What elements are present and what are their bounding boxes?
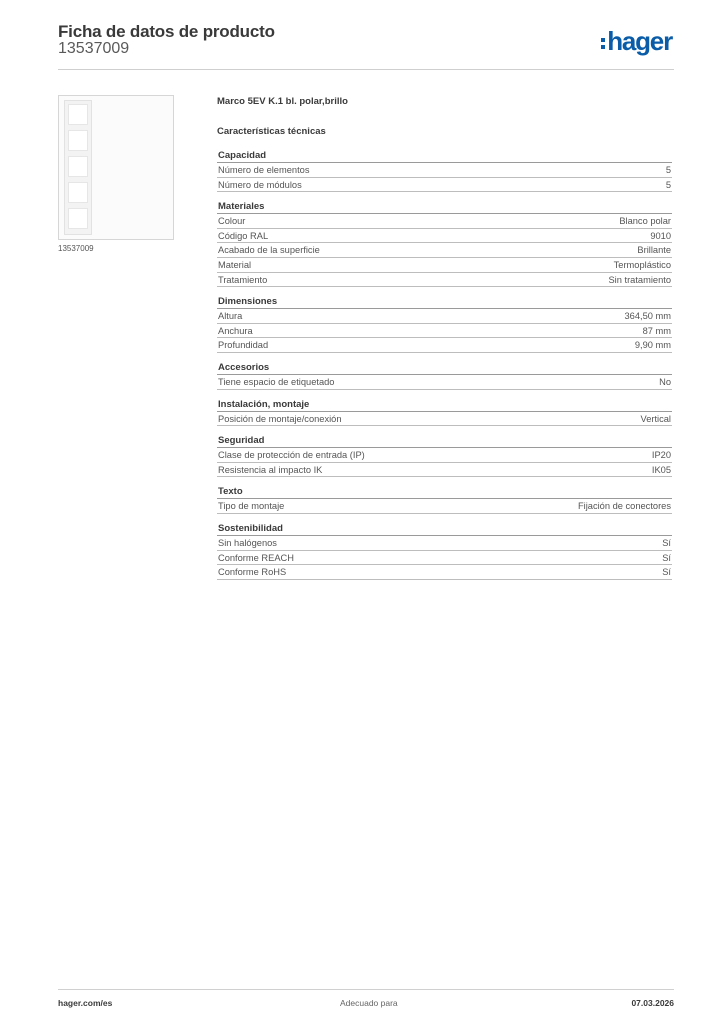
section-title: Sostenibilidad: [217, 522, 672, 536]
spec-value: 5: [665, 179, 671, 190]
spec-sections: [217, 149, 672, 580]
spec-label: Resistencia al impacto IK: [218, 464, 323, 475]
spec-label: Colour: [218, 216, 246, 227]
spec-row: [217, 565, 672, 580]
spec-row: [217, 243, 672, 258]
spec-label: Número de elementos: [218, 165, 310, 175]
frame-slot: [68, 182, 88, 203]
spec-value: Sin tratamiento: [608, 274, 671, 285]
section-title: Instalación, montaje: [217, 398, 672, 412]
spec-section: [217, 149, 672, 192]
spec-label: Posición de montaje/conexión: [218, 413, 342, 424]
footer-website[interactable]: hager.com/es: [58, 998, 113, 1008]
spec-value: 9010: [650, 230, 671, 241]
spec-row: [217, 324, 672, 339]
spec-label: Tipo de montaje: [218, 501, 285, 512]
spec-value: 87 mm: [642, 325, 671, 336]
spec-row: [217, 375, 672, 390]
spec-label: Tiene espacio de etiquetado: [218, 376, 335, 387]
spec-value: Blanco polar: [619, 216, 671, 227]
spec-label: Acabado de la superficie: [218, 245, 320, 256]
page-footer: [58, 989, 674, 1008]
image-caption: 13537009: [58, 244, 94, 253]
spec-value: Sí: [662, 552, 671, 563]
spec-value: Vertical: [640, 413, 671, 424]
spec-section: [217, 361, 672, 390]
spec-row: [217, 463, 672, 478]
spec-value: Sí: [662, 567, 671, 578]
spec-value: Termoplástico: [613, 259, 671, 270]
spec-section: [217, 485, 672, 514]
frame-slot: [68, 130, 88, 151]
spec-section: [217, 434, 672, 477]
footer-center-text: Adecuado para: [340, 998, 398, 1008]
section-title: Texto: [217, 485, 672, 499]
section-title: Capacidad: [217, 149, 672, 163]
spec-row: [217, 536, 672, 551]
spec-value: 9,90 mm: [634, 340, 671, 351]
spec-section: [217, 200, 672, 287]
spec-value: IP20: [651, 450, 671, 461]
spec-label: Sin halógenos: [218, 537, 277, 548]
spec-label: Altura: [218, 311, 243, 322]
spec-row: [217, 163, 672, 178]
section-title: Seguridad: [217, 434, 672, 448]
hager-logo: [601, 28, 672, 54]
spec-section: [217, 398, 672, 427]
spec-section: [217, 295, 672, 353]
page-title: Ficha de datos de producto: [58, 22, 275, 41]
spec-value: 5: [665, 165, 671, 175]
spec-row: [217, 448, 672, 463]
spec-row: [217, 273, 672, 288]
spec-row: [217, 258, 672, 273]
spec-value: Brillante: [637, 245, 671, 256]
spec-value: Sí: [662, 537, 671, 548]
frame-slot: [68, 208, 88, 229]
spec-row: [217, 178, 672, 193]
spec-value: 364,50 mm: [624, 311, 671, 322]
logo-dots-icon: [601, 38, 605, 49]
spec-label: Código RAL: [218, 230, 269, 241]
spec-label: Tratamiento: [218, 274, 268, 285]
product-image: [58, 95, 174, 240]
spec-row: [217, 551, 672, 566]
spec-label: Número de módulos: [218, 179, 302, 190]
spec-section: [217, 522, 672, 580]
section-title: Accesorios: [217, 361, 672, 375]
spec-value: No: [659, 376, 671, 387]
spec-row: [217, 229, 672, 244]
spec-label: Anchura: [218, 325, 253, 336]
spec-row: [217, 499, 672, 514]
spec-value: IK05: [651, 464, 671, 475]
frame-slot: [68, 156, 88, 177]
footer-date: 07.03.2026: [631, 998, 674, 1008]
frame-illustration: [64, 100, 92, 235]
product-name: Marco 5EV K.1 bl. polar,brillo: [217, 96, 348, 107]
spec-row: [217, 309, 672, 324]
section-title: Dimensiones: [217, 295, 672, 309]
product-number: 13537009: [58, 40, 130, 57]
section-title: Materiales: [217, 200, 672, 214]
spec-content: [217, 96, 672, 588]
spec-label: Material: [218, 259, 252, 270]
spec-label: Conforme RoHS: [218, 567, 287, 578]
spec-label: Clase de protección de entrada (IP): [218, 450, 365, 461]
spec-row: [217, 338, 672, 353]
spec-row: [217, 412, 672, 427]
specs-heading: Características técnicas: [217, 126, 326, 137]
logo-text: hager: [607, 26, 672, 56]
frame-slot: [68, 104, 88, 125]
spec-value: Fijación de conectores: [577, 501, 671, 512]
spec-label: Profundidad: [218, 340, 269, 351]
spec-label: Conforme REACH: [218, 552, 294, 563]
page-header: [58, 20, 674, 70]
spec-row: [217, 214, 672, 229]
